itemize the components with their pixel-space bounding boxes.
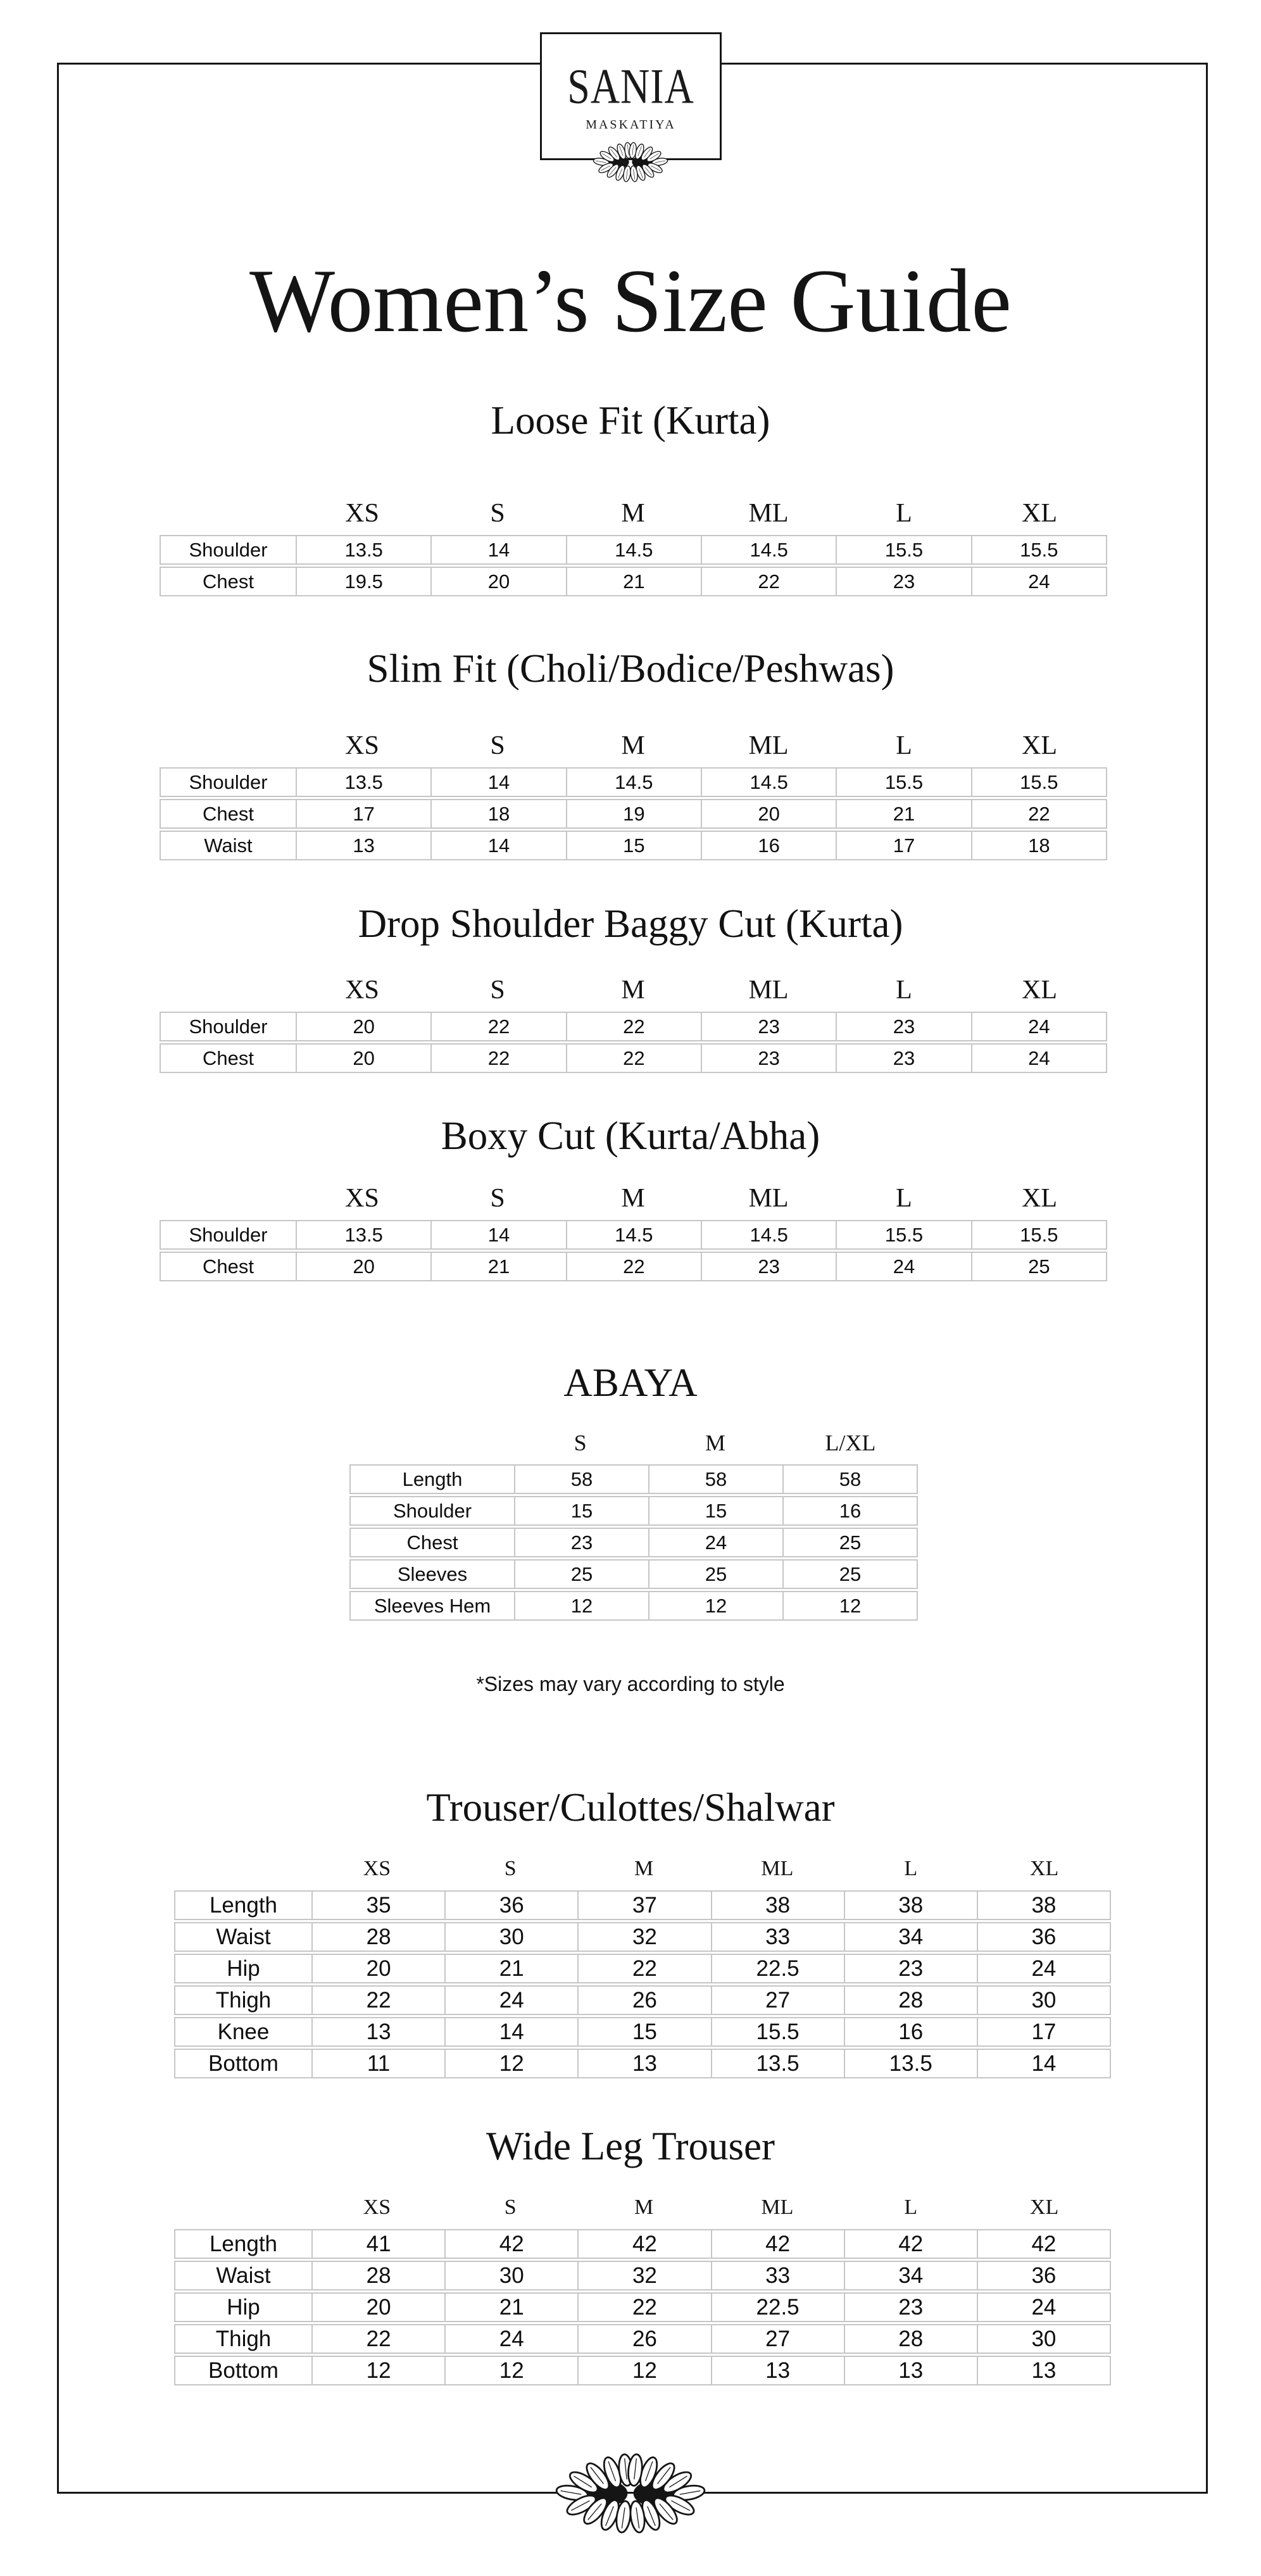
- size-value: 36: [444, 1892, 577, 1919]
- row-label: Thigh: [215, 2326, 272, 2351]
- size-value: 22.5: [711, 2294, 844, 2321]
- size-value: 12: [782, 1592, 917, 1619]
- size-col-header: XL: [1029, 1857, 1059, 1880]
- row-label: Thigh: [215, 1987, 272, 2013]
- size-value: 20: [296, 1253, 430, 1280]
- size-value: 14: [430, 1221, 565, 1248]
- size-value: 36: [977, 1923, 1110, 1951]
- size-value: 22: [311, 2325, 444, 2353]
- size-value: 25: [782, 1561, 917, 1588]
- section-heading: Boxy Cut (Kurta/Abha): [441, 1114, 820, 1158]
- size-value: 42: [444, 2230, 577, 2258]
- size-value: 20: [430, 568, 565, 595]
- size-value: 28: [844, 2325, 977, 2353]
- size-col-header: M: [705, 1430, 725, 1455]
- size-header-row: [174, 2192, 1111, 2223]
- row-label: Waist: [204, 834, 253, 857]
- brand-tagline: MASKATIYA: [586, 118, 676, 132]
- size-col-header: ML: [748, 731, 789, 760]
- size-value: 20: [311, 1955, 444, 1982]
- row-label: Chest: [406, 1531, 458, 1554]
- size-value: 28: [311, 1923, 444, 1951]
- size-value: 38: [711, 1892, 844, 1919]
- size-col-header: L: [896, 499, 912, 528]
- table-row: [174, 2292, 1111, 2322]
- table-row: [174, 2356, 1111, 2385]
- row-label: Sleeves: [397, 1562, 468, 1585]
- size-col-header: M: [621, 731, 645, 760]
- section-heading: Slim Fit (Choli/Bodice/Peshwas): [367, 646, 894, 691]
- size-value: 58: [782, 1466, 917, 1493]
- size-col-header: L/XL: [825, 1430, 876, 1455]
- size-value: 42: [577, 2230, 710, 2258]
- size-value: 20: [701, 800, 836, 827]
- size-value: 30: [977, 2325, 1110, 2353]
- size-value: 35: [311, 1892, 444, 1919]
- size-value: 23: [514, 1529, 648, 1556]
- size-value: 19.5: [296, 568, 430, 595]
- size-value: 21: [566, 568, 701, 595]
- size-value: 30: [444, 2262, 577, 2289]
- size-value: 33: [711, 2262, 844, 2289]
- size-col-header: XS: [363, 2196, 391, 2219]
- size-value: 22: [430, 1013, 565, 1040]
- section-heading: ABAYA: [563, 1360, 698, 1405]
- size-value: 20: [296, 1045, 430, 1072]
- size-value: 37: [577, 1892, 710, 1919]
- size-section-4: [0, 1357, 1261, 1621]
- size-value: 28: [844, 1987, 977, 2014]
- size-value: 25: [971, 1253, 1106, 1280]
- table-row: [160, 767, 1107, 797]
- size-value: 17: [836, 832, 970, 859]
- size-value: 12: [444, 2357, 577, 2384]
- size-value: 13: [296, 832, 430, 859]
- size-value: 13.5: [711, 2050, 844, 2077]
- size-value: 22: [577, 2294, 710, 2321]
- table-row: [174, 2229, 1111, 2259]
- size-value: 38: [844, 1892, 977, 1919]
- size-value: 21: [444, 1955, 577, 1982]
- laurel-ornament-icon: [555, 2452, 706, 2535]
- size-col-header: XS: [363, 1857, 391, 1880]
- table-row: [174, 2324, 1111, 2354]
- size-col-header: XL: [1022, 499, 1057, 528]
- size-col-header: M: [621, 976, 645, 1005]
- size-section-0: [0, 395, 1261, 596]
- table-row: [174, 1954, 1111, 1983]
- size-col-header: XL: [1029, 2196, 1059, 2219]
- size-col-header: XL: [1022, 976, 1057, 1005]
- size-value: 11: [311, 2050, 444, 2077]
- row-label: Length: [209, 1892, 278, 1918]
- size-value: 23: [844, 2294, 977, 2321]
- table-row: [160, 1220, 1107, 1250]
- section-heading: Wide Leg Trouser: [486, 2124, 775, 2168]
- size-value: 14: [444, 2018, 577, 2045]
- size-value: 13: [311, 2018, 444, 2045]
- size-section-5: [0, 1782, 1261, 2078]
- row-label: Sleeves Hem: [373, 1594, 491, 1617]
- size-col-header: S: [490, 1184, 505, 1213]
- size-value: 26: [577, 2325, 710, 2353]
- table-row: [349, 1559, 918, 1589]
- table-row: [174, 1890, 1111, 1920]
- size-value: 15: [514, 1497, 648, 1524]
- row-label: Bottom: [208, 2358, 279, 2383]
- size-value: 15.5: [836, 1221, 970, 1248]
- size-header-row: [160, 1183, 1107, 1214]
- size-value: 22.5: [711, 1955, 844, 1982]
- size-value: 20: [296, 1013, 430, 1040]
- size-value: 21: [444, 2294, 577, 2321]
- table-row: [160, 1012, 1107, 1041]
- size-value: 23: [701, 1013, 836, 1040]
- size-table: [0, 1012, 1261, 1073]
- size-value: 30: [977, 1987, 1110, 2014]
- size-value: 23: [836, 1013, 970, 1040]
- size-col-header: XS: [345, 976, 379, 1005]
- size-value: 23: [836, 568, 970, 595]
- size-value: 12: [577, 2357, 710, 2384]
- table-row: [160, 831, 1107, 860]
- row-label: Length: [402, 1467, 463, 1490]
- size-value: 25: [514, 1561, 648, 1588]
- size-value: 13.5: [296, 1221, 430, 1248]
- size-value: 23: [844, 1955, 977, 1982]
- size-value: 30: [444, 1923, 577, 1951]
- size-value: 22: [577, 1955, 710, 1982]
- size-value: 22: [566, 1013, 701, 1040]
- size-value: 58: [648, 1466, 782, 1493]
- size-value: 13: [977, 2357, 1110, 2384]
- size-col-header: XS: [345, 1184, 379, 1213]
- size-col-header: ML: [761, 2196, 794, 2219]
- size-col-header: XL: [1022, 731, 1057, 760]
- size-header-row: [160, 498, 1107, 529]
- size-value: 13.5: [844, 2050, 977, 2077]
- row-label: Shoulder: [189, 1015, 268, 1038]
- size-value: 23: [701, 1045, 836, 1072]
- size-value: 15.5: [971, 536, 1106, 563]
- size-value: 26: [577, 1987, 710, 2014]
- size-value: 12: [648, 1592, 782, 1619]
- size-value: 22: [311, 1987, 444, 2014]
- size-value: 13.5: [296, 769, 430, 796]
- size-table: [0, 535, 1261, 596]
- table-row: [349, 1496, 918, 1526]
- table-row: [174, 1922, 1111, 1952]
- size-value: 22: [971, 800, 1106, 827]
- size-value: 15: [577, 2018, 710, 2045]
- size-value: 15.5: [971, 769, 1106, 796]
- size-value: 15.5: [711, 2018, 844, 2045]
- size-col-header: XS: [345, 499, 379, 528]
- size-col-header: L: [896, 731, 912, 760]
- size-value: 42: [711, 2230, 844, 2258]
- size-value: 42: [977, 2230, 1110, 2258]
- table-row: [160, 535, 1107, 565]
- size-value: 28: [311, 2262, 444, 2289]
- size-value: 20: [311, 2294, 444, 2321]
- size-value: 19: [566, 800, 701, 827]
- row-label: Knee: [217, 2019, 270, 2044]
- size-col-header: S: [490, 976, 505, 1005]
- table-row: [160, 1252, 1107, 1281]
- row-label: Waist: [216, 1924, 271, 1949]
- size-value: 12: [444, 2050, 577, 2077]
- table-row: [160, 567, 1107, 596]
- laurel-ornament-icon: [593, 141, 668, 183]
- size-value: 12: [514, 1592, 648, 1619]
- row-label: Waist: [216, 2263, 271, 2288]
- size-section-2: [0, 898, 1261, 1073]
- row-label: Length: [209, 2231, 278, 2256]
- size-value: 24: [971, 1045, 1106, 1072]
- size-value: 14.5: [566, 536, 701, 563]
- size-section-3: [0, 1110, 1261, 1281]
- table-row: [160, 799, 1107, 829]
- size-section-6: [0, 2121, 1261, 2385]
- size-value: 32: [577, 2262, 710, 2289]
- row-label: Chest: [203, 802, 254, 825]
- size-value: 13.5: [296, 536, 430, 563]
- size-value: 34: [844, 1923, 977, 1951]
- size-table: [0, 1464, 1261, 1621]
- section-heading: Loose Fit (Kurta): [491, 398, 770, 443]
- size-value: 16: [782, 1497, 917, 1524]
- size-section-1: [0, 643, 1261, 860]
- section-heading: Trouser/Culottes/Shalwar: [426, 1785, 835, 1830]
- size-value: 16: [701, 832, 836, 859]
- size-col-header: ML: [748, 1184, 789, 1213]
- size-header-row: [160, 731, 1107, 761]
- size-value: 12: [311, 2357, 444, 2384]
- size-value: 14.5: [701, 1221, 836, 1248]
- table-row: [174, 1985, 1111, 2015]
- size-value: 27: [711, 2325, 844, 2353]
- size-col-header: L: [904, 2196, 918, 2219]
- size-value: 34: [844, 2262, 977, 2289]
- size-col-header: S: [504, 1857, 517, 1880]
- size-value: 33: [711, 1923, 844, 1951]
- size-value: 14: [430, 536, 565, 563]
- size-header-row: [160, 975, 1107, 1005]
- size-value: 22: [701, 568, 836, 595]
- size-value: 24: [977, 2294, 1110, 2321]
- size-col-header: L: [904, 1857, 918, 1880]
- size-col-header: S: [490, 731, 505, 760]
- size-col-header: XL: [1022, 1184, 1057, 1213]
- size-value: 25: [782, 1529, 917, 1556]
- table-row: [349, 1464, 918, 1494]
- row-label: Shoulder: [189, 770, 268, 793]
- size-value: 14.5: [566, 1221, 701, 1248]
- size-value: 42: [844, 2230, 977, 2258]
- size-value: 18: [971, 832, 1106, 859]
- size-value: 22: [566, 1045, 701, 1072]
- size-value: 15: [648, 1497, 782, 1524]
- size-value: 36: [977, 2262, 1110, 2289]
- size-col-header: M: [621, 1184, 645, 1213]
- row-label: Shoulder: [392, 1499, 472, 1522]
- size-header-row: [349, 1428, 918, 1458]
- row-label: Chest: [203, 1046, 254, 1069]
- size-col-header: ML: [761, 1857, 794, 1880]
- row-label: Bottom: [208, 2051, 279, 2076]
- size-value: 15.5: [836, 769, 970, 796]
- size-value: 14.5: [566, 769, 701, 796]
- size-value: 24: [977, 1955, 1110, 1982]
- size-value: 24: [836, 1253, 970, 1280]
- size-value: 24: [971, 1013, 1106, 1040]
- size-value: 15.5: [836, 536, 970, 563]
- size-col-header: L: [896, 976, 912, 1005]
- size-value: 13: [711, 2357, 844, 2384]
- size-value: 14.5: [701, 769, 836, 796]
- row-label: Hip: [227, 2294, 260, 2320]
- size-col-header: ML: [748, 499, 789, 528]
- brand-name: SANIA: [567, 59, 694, 114]
- size-value: 23: [701, 1253, 836, 1280]
- size-value: 24: [444, 2325, 577, 2353]
- size-col-header: ML: [748, 976, 789, 1005]
- size-value: 24: [648, 1529, 782, 1556]
- size-table: [0, 767, 1261, 860]
- row-label: Chest: [203, 1255, 254, 1278]
- size-value: 32: [577, 1923, 710, 1951]
- size-value: 15: [566, 832, 701, 859]
- size-value: 15.5: [971, 1221, 1106, 1248]
- table-row: [349, 1528, 918, 1557]
- sizes-note: *Sizes may vary according to style: [476, 1673, 785, 1695]
- size-col-header: M: [634, 2196, 654, 2219]
- size-value: 24: [444, 1987, 577, 2014]
- size-value: 38: [977, 1892, 1110, 1919]
- size-table: [0, 1220, 1261, 1281]
- row-label: Shoulder: [189, 1223, 268, 1246]
- size-value: 41: [311, 2230, 444, 2258]
- size-col-header: S: [574, 1430, 587, 1455]
- size-value: 14.5: [701, 536, 836, 563]
- size-col-header: XS: [345, 731, 379, 760]
- size-value: 16: [844, 2018, 977, 2045]
- size-value: 22: [430, 1045, 565, 1072]
- section-heading: Drop Shoulder Baggy Cut (Kurta): [358, 902, 903, 946]
- size-value: 13: [577, 2050, 710, 2077]
- table-row: [174, 2017, 1111, 2047]
- size-value: 23: [836, 1045, 970, 1072]
- size-header-row: [174, 1854, 1111, 1884]
- size-value: 17: [296, 800, 430, 827]
- size-value: 24: [971, 568, 1106, 595]
- size-col-header: S: [490, 499, 505, 528]
- row-label: Shoulder: [189, 538, 268, 561]
- size-value: 14: [977, 2050, 1110, 2077]
- size-value: 14: [430, 832, 565, 859]
- table-row: [174, 2261, 1111, 2290]
- size-col-header: M: [634, 1857, 654, 1880]
- table-row: [160, 1043, 1107, 1073]
- size-value: 14: [430, 769, 565, 796]
- table-row: [349, 1591, 918, 1621]
- size-value: 58: [514, 1466, 648, 1493]
- row-label: Chest: [203, 570, 254, 593]
- size-value: 25: [648, 1561, 782, 1588]
- size-value: 21: [836, 800, 970, 827]
- size-col-header: M: [621, 499, 645, 528]
- size-value: 27: [711, 1987, 844, 2014]
- size-value: 22: [566, 1253, 701, 1280]
- size-value: 17: [977, 2018, 1110, 2045]
- size-col-header: S: [504, 2196, 517, 2219]
- row-label: Hip: [227, 1956, 260, 1981]
- size-value: 18: [430, 800, 565, 827]
- size-value: 13: [844, 2357, 977, 2384]
- size-table: [0, 2229, 1261, 2385]
- page-title: Women’s Size Guide: [249, 251, 1012, 351]
- size-table: [0, 1890, 1261, 2078]
- size-col-header: L: [896, 1184, 912, 1213]
- size-value: 21: [430, 1253, 565, 1280]
- table-row: [174, 2049, 1111, 2078]
